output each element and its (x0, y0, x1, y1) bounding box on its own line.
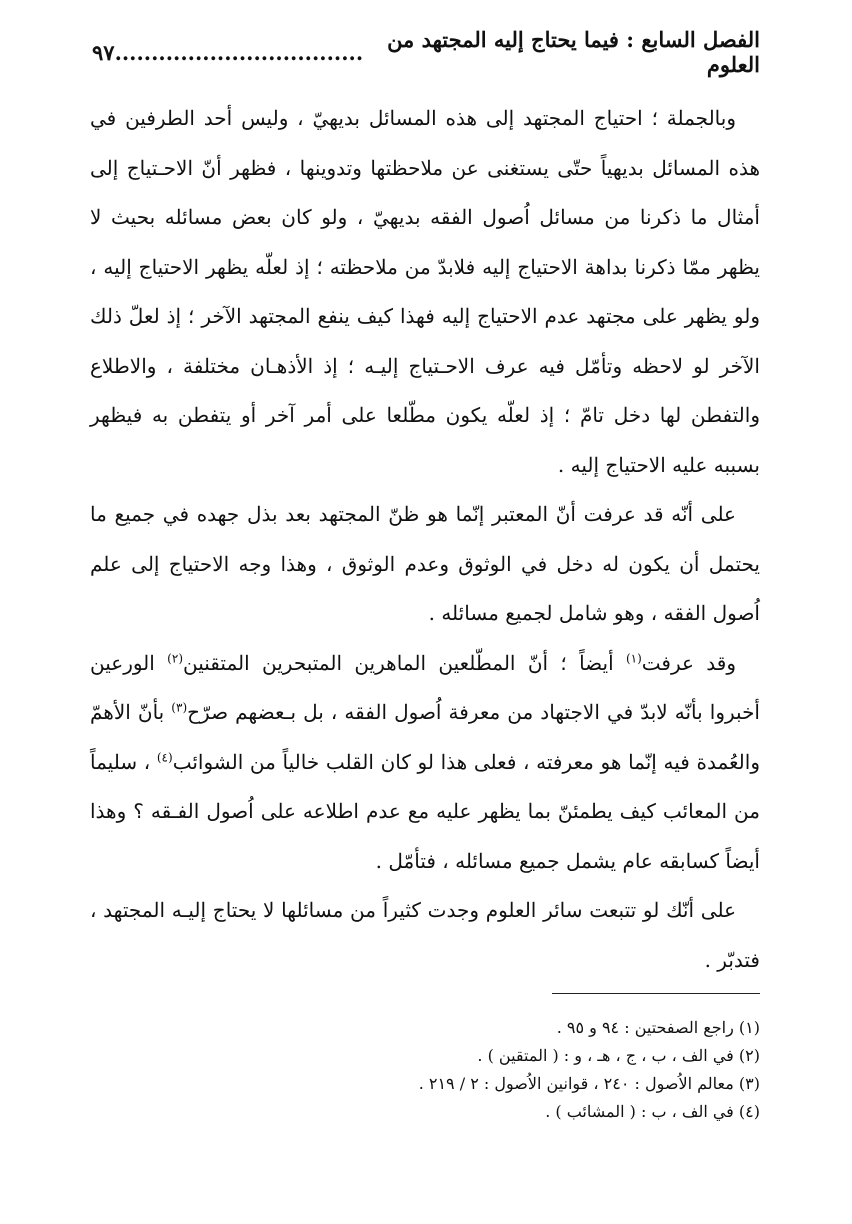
paragraph-4: على أنّك لو تتبعت سائر العلوم وجدت كثيراً من مسائلها لا يحتاج إليـه المجتهد ، فتدبّر . (90, 898, 760, 972)
paragraph-1: وبالجملة ؛ احتياج المجتهد إلى هذه المسائل بديهيّ ، وليس أحد الطرفين في هذه المسائل بديهياً حتّى يستغنى عن ملاحظتها وتدوينها ، فظهر أنّ الاحـتياج إلى أمثال ما ذكرنا من مسائل اُصول الفقه بديهيّ ، ولو كان بعض مسائله بحيث لا يظهر ممّا ذكرنا بداهة الاحتياج إليه فلابدّ من ملاحظته ؛ إذ لعلّه يظهر الاحتياج إليه ، ولو يظهر على مجتهد عدم الاحتياج إليه فهذا كيف ينفع المجتهد الآخر ؛ إذ لعلّ ذلك الآخر لو لاحظه وتأمّل فيه عرف الاحـتياج إليـه ؛ إذ الأذهـان مختلفة ، والاطلاع والتفطن لها دخل تامّ ؛ إذ لعلّه يكون مطّلعا على أمر آخر أو يتفطن به فيظهر بسببه عليه الاحتياج إليه . (90, 106, 760, 477)
footnote-marker-2: (٢) (167, 650, 183, 665)
footnote-separator (552, 993, 760, 994)
chapter-title: الفصل السابع : فيما يحتاج إليه المجتهد من العلوم (387, 27, 760, 77)
footnote-marker-1: (١) (625, 650, 642, 665)
paragraph-3-text-a: وقد عرفت (641, 650, 736, 675)
footnote-3: (٣) معالم الاُصول : ٢٤٠ ، قوانين الاُصول : ٢ / ٢١٩ . (418, 1074, 760, 1093)
page-number: ٩٧ (92, 39, 115, 65)
footnote-4: (٤) في الف ، ب : ( المشائب ) . (545, 1102, 760, 1121)
leader-dots: .................................. (114, 39, 364, 65)
paragraph-3 (90, 639, 760, 887)
paragraph-3-text-c: الورعين أخبروا بأنّه لابدّ في الاجتهاد من معرفة اُصول الفقه ، بل بـعضهم صرّح (90, 650, 760, 724)
paragraph-3-text-d: بأنّ الأهمّ والعُمدة فيه إنّما هو معرفته ، فعلى هذا لو كان القلب خالياً من الشوائب (90, 700, 760, 774)
paragraph-2: على أنّه قد عرفت أنّ المعتبر إنّما هو ظنّ المجتهد بعد بذل جهده في جميع ما يحتمل أن يكون له دخل في الوثوق وعدم الوثوق ، وهذا وجه الاحتياج إلى علم اُصول الفقه ، وهو شامل لجميع مسائله . (90, 502, 760, 625)
footnote-marker-3: (٣) (171, 700, 188, 715)
body-text (90, 94, 760, 985)
footnote-marker-4: (٤) (156, 749, 173, 764)
running-header (92, 27, 760, 77)
footnotes (120, 1014, 760, 1126)
footnote-1: (١) راجع الصفحتين : ٩٤ و ٩٥ . (556, 1018, 760, 1037)
footnote-2: (٢) في الف ، ب ، ج ، هـ ، و : ( المتقين ) . (477, 1046, 760, 1065)
page-number-with-dots (92, 40, 363, 65)
paragraph-3-text-e: ، سليماً من المعائب كيف يطمئنّ بما يظهر عليه مع عدم اطلاعه على اُصول الفـقه ؟ وهذا أيضاً كسابقه عام يشمل جميع مسائله ، فتأمّل . (90, 749, 760, 873)
paragraph-3-text-b: أيضاً ؛ أنّ المطّلعين الماهرين المتبحرين المتقنين (183, 650, 626, 675)
